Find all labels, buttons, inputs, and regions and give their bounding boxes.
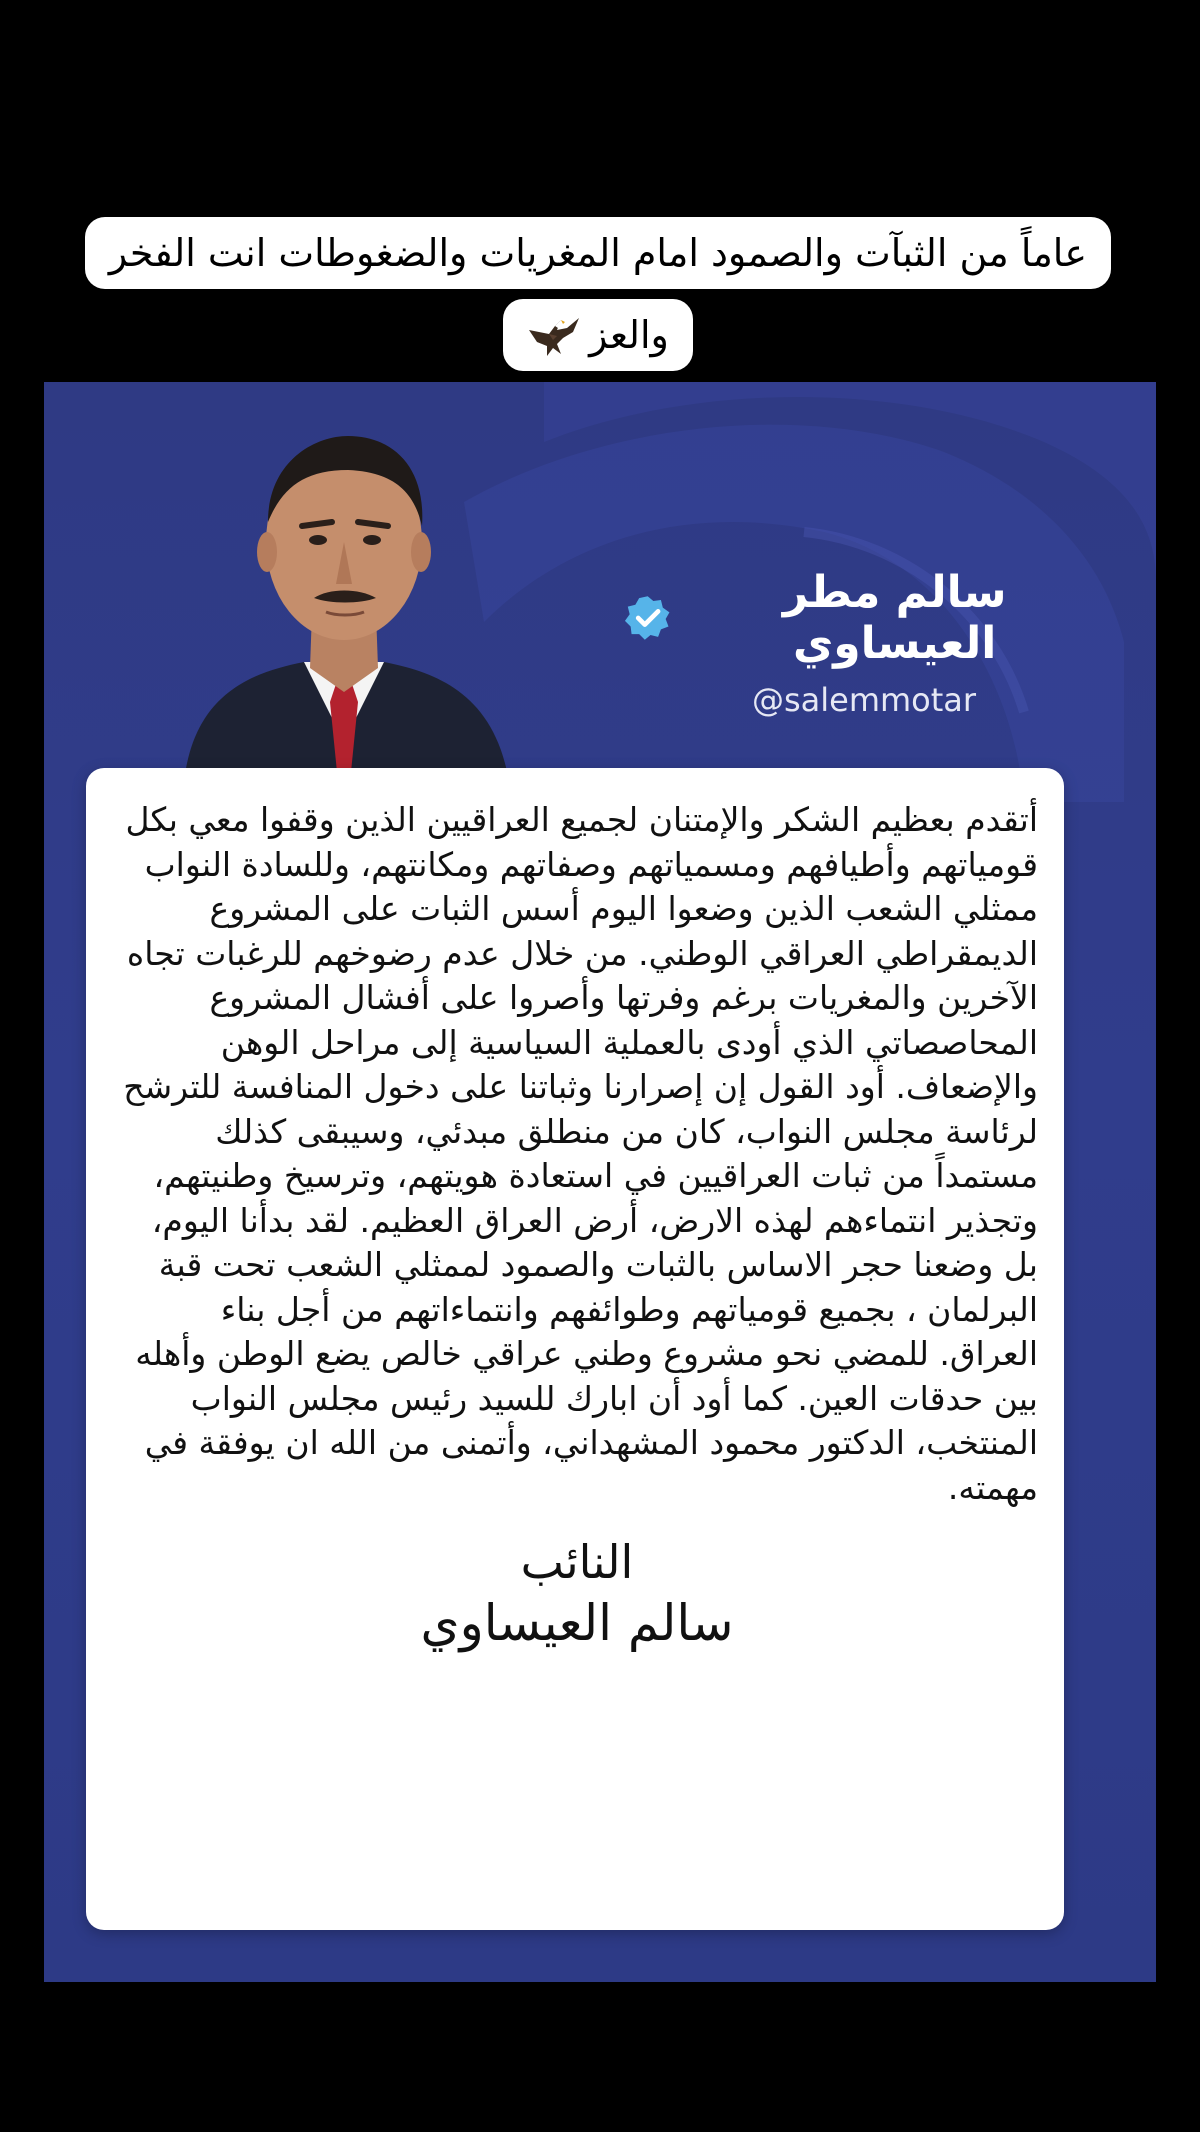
signature-name: سالم العيساوي: [420, 1594, 734, 1652]
profile-name: سالم مطر العيساوي: [782, 567, 1007, 669]
post-card: [44, 382, 1156, 1982]
name-row: [624, 567, 1104, 669]
caption-bubble: [82, 212, 1114, 376]
statement-card: [86, 768, 1064, 1930]
verified-badge-icon: [624, 593, 671, 643]
eagle-icon: [527, 316, 583, 360]
profile-handle: @salemmotar: [751, 681, 977, 719]
profile-name-block: [624, 567, 1104, 719]
caption-text: عاماً من الثبآت والصمود امام المغريات والضغوطات انت الفخر والعز: [108, 231, 1088, 357]
signature-title: النائب: [520, 1535, 634, 1589]
caption-text-container: [85, 217, 1111, 371]
profile-portrait: [164, 422, 524, 782]
statement-body: أتقدم بعظيم الشكر والإمتنان لجميع العراقيين الذين وقفوا معي بكل قومياتهم وأطيافهم ومسمياتهم وصفاتهم ومكانتهم، وللسادة النواب ممثلي الشعب الذين وضعوا اليوم أسس الثبات على المشروع الديمقراطي العراقي الوطني. من خلال عدم رضوخهم للرغبات تجاه الآخرين والمغريات برغم وفرتها وأصروا على أفشال المشروع المحاصصاتي الذي أودى بالعملية السياسية إلى مراحل الوهن والإضعاف. أود القول إن إصرارنا وثباتنا على دخول المنافسة للترشح لرئاسة مجلس النواب، كان من منطلق مبدئي، وسيبقى كذلك مستمداً من ثبات العراقيين في استعادة هويتهم، وترسيخ وطنيتهم، وتجذير انتماءهم لهذه الارض، أرض العراق العظيم. لقد بدأنا اليوم، بل وضعنا حجر الاساس بالثبات والصمود لممثلي الشعب تحت قبة البرلمان ، بجميع قومياتهم وطوائفهم وانتماءاتهم من أجل بناء العراق. للمضي نحو مشروع وطني عراقي خالص يضع الوطن وأهله بين حدقات العين. كما أود أن ابارك للسيد رئيس مجلس النواب المنتخب، الدكتور محمود المشهداني، وأتمنى من الله ان يوفقة في مهمته.: [123, 800, 1038, 1507]
signature-block: [116, 1534, 1038, 1656]
